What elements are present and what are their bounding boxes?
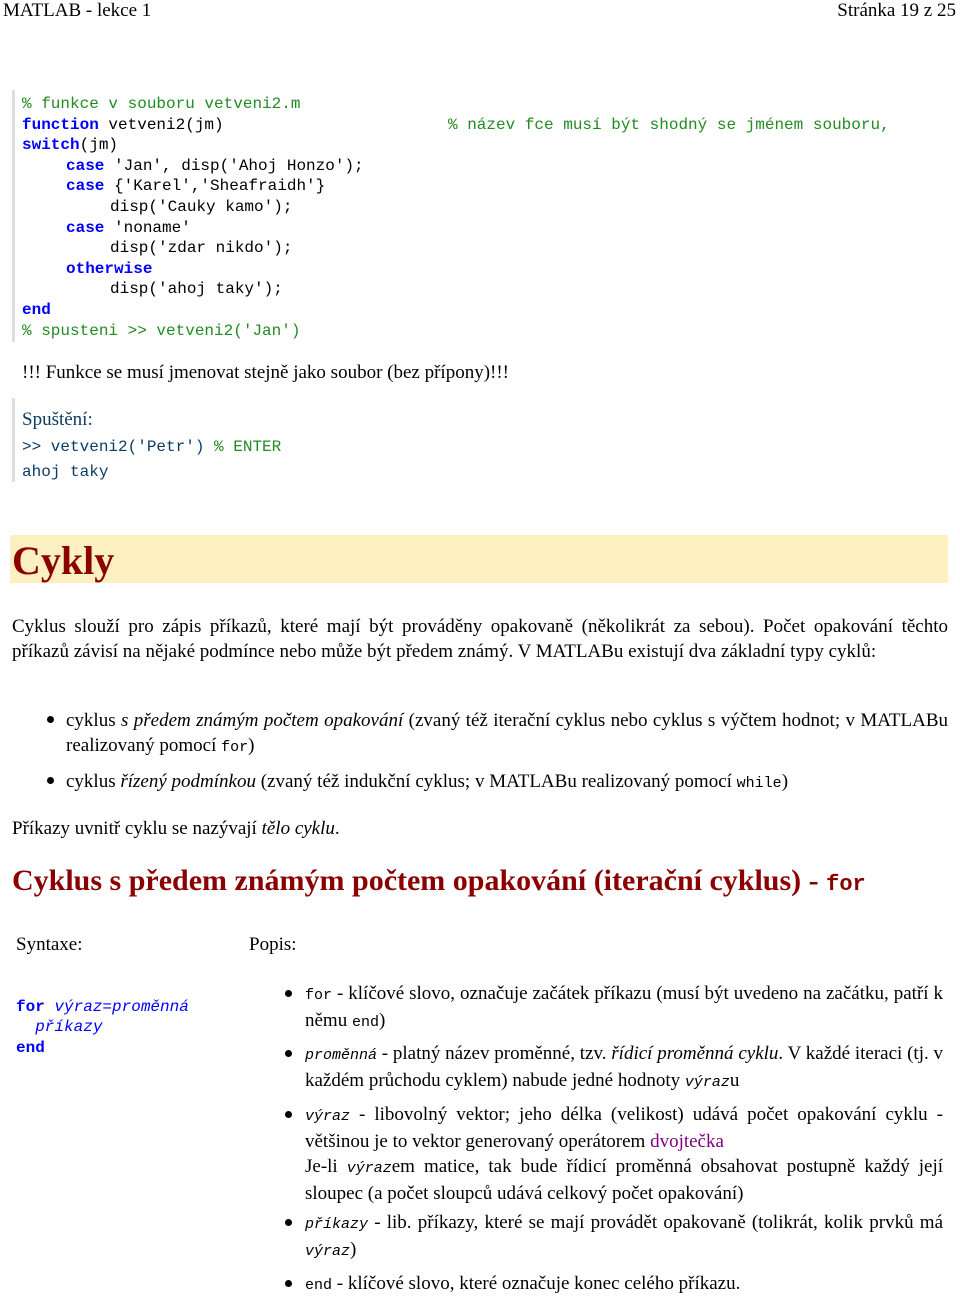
bullet-icon: [285, 1280, 292, 1287]
code-line: otherwise: [66, 259, 153, 278]
run-block-border: [12, 398, 15, 482]
code-line: case {'Karel','Sheafraidh'}: [66, 177, 326, 196]
link-dvojtecka[interactable]: dvojtečka: [650, 1131, 724, 1152]
run-output: ahoj taky: [22, 463, 109, 481]
syntax-label: Syntaxe:: [16, 934, 83, 955]
code-line: end: [22, 300, 51, 319]
bullet-icon: [285, 1050, 292, 1057]
intro-paragraph: Cyklus slouží pro zápis příkazů, které mají být prováděny opakovaně (několikrát za sebou). Počet opakování těchto příkazů závisí na nějaké podmínce nebo může být předem známý. V MATLABu existují dva základní typy cyklů:: [12, 616, 948, 662]
desc-item-variable: proměnná - platný název proměnné, tzv. řídicí proměnná cyklu. V každé iteraci (tj. v každém průchodu cyklem) nabude jedné hodnoty výrazu: [305, 1043, 943, 1091]
list-item: cyklus s předem známým počtem opakování (zvaný též iterační cyklus nebo cyklus s výčtem hodnot; v MATLABu realizovaný pomocí for): [66, 710, 949, 756]
bullet-icon: [285, 1111, 292, 1118]
description-label: Popis:: [249, 934, 297, 955]
bullet-icon: [285, 1219, 292, 1226]
code-line: function vetveni2(jm) % název fce musí být shodný se jménem souboru,: [22, 115, 890, 134]
bullet-icon: [285, 990, 292, 997]
code-block-vetveni2: [22, 94, 890, 341]
body-paragraph: Příkazy uvnitř cyklu se nazývají tělo cyklu.: [12, 818, 340, 839]
code-line: disp('zdar nikdo');: [110, 239, 293, 258]
heading-cykly: Cykly: [12, 538, 115, 583]
warning-note: !!! Funkce se musí jmenovat stejně jako soubor (bez přípony)!!!: [22, 362, 510, 383]
document-title: MATLAB - lekce 1: [3, 0, 152, 21]
desc-item-end: end - klíčové slovo, které označuje konec celého příkazu.: [305, 1273, 741, 1294]
code-line: % funkce v souboru vetveni2.m: [22, 95, 301, 113]
code-line: case 'Jan', disp('Ahoj Honzo');: [66, 156, 364, 175]
code-block-border: [12, 90, 15, 342]
bullet-icon: [47, 716, 54, 723]
code-line: příkazy: [16, 1018, 103, 1037]
list-item: cyklus řízený podmínkou (zvaný též indukční cyklus; v MATLABu realizovaný pomocí while): [66, 771, 789, 792]
code-line: end: [16, 1038, 45, 1057]
bullet-icon: [47, 777, 54, 784]
desc-item-expression: výraz - libovolný vektor; jeho délka (velikost) udává počet opakování cyklu - většinou je to vektor generovaný operátorem dvojtečka Je-li výrazem matice, tak bude řídicí proměnná obsahovat postupně každý její sloupec (a počet sloupců udává celkový počet opakování): [305, 1104, 943, 1204]
desc-item-for: for - klíčové slovo, označuje začátek příkazu (musí být uvedeno na začátku, patří k němu end): [305, 983, 943, 1031]
desc-item-commands: příkazy - lib. příkazy, které se mají provádět opakovaně (tolikrát, kolik prvků má výraz): [305, 1212, 943, 1260]
run-label: Spuštění:: [22, 409, 93, 430]
run-command: >> vetveni2('Petr') % ENTER: [22, 438, 282, 456]
page-header: [0, 0, 960, 26]
code-line: case 'noname': [66, 218, 191, 237]
heading-background: [10, 535, 948, 583]
code-line: disp('ahoj taky');: [110, 280, 283, 299]
page-number: Stránka 19 z 25: [837, 0, 956, 21]
heading-for-cycle: Cyklus s předem známým počtem opakování (iterační cyklus) - for: [12, 864, 866, 897]
code-line: % spusteni >> vetveni2('Jan'): [22, 321, 301, 340]
code-line: for výraz=proměnná: [16, 997, 189, 1016]
syntax-code: [16, 976, 189, 1079]
code-line: switch(jm): [22, 136, 119, 155]
code-line: disp('Cauky kamo');: [110, 197, 293, 216]
